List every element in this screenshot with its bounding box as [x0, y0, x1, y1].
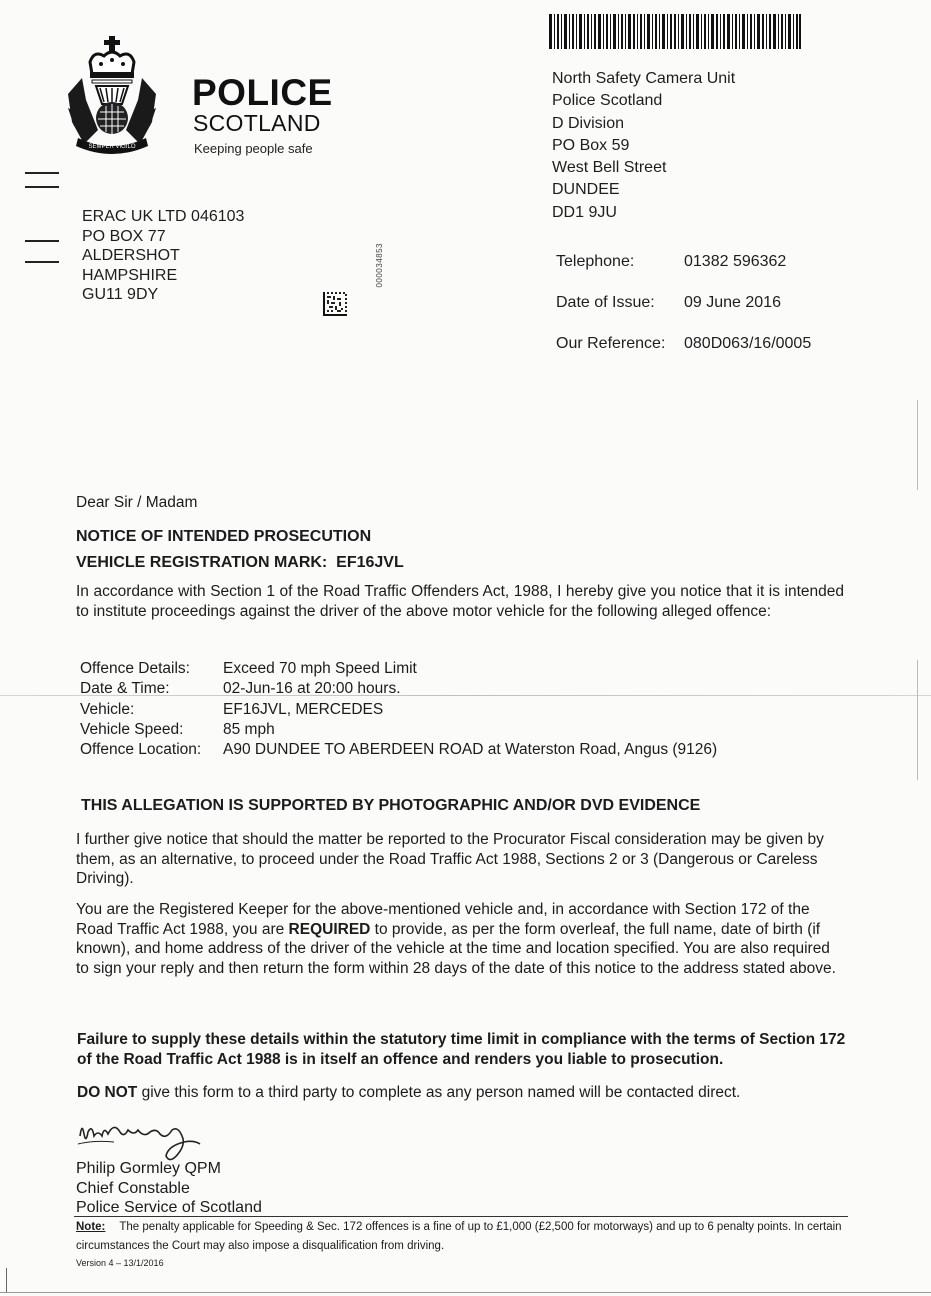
brand-police: POLICE — [192, 72, 333, 113]
divider — [74, 1216, 848, 1217]
keeper-text: to provide, as per the form overleaf, the full name, date of birth (if known), and home address of the driver of the vehicle at the time and location specified. You are also required to sign your reply and then return the form within 28 days of the date of this notice to the address stated above. — [76, 920, 836, 977]
footer-note — [76, 1218, 856, 1256]
sender-address-line: West Bell Street — [552, 159, 667, 177]
recipient-address-line: ALDERSHOT — [82, 247, 180, 264]
fold-mark — [25, 186, 59, 188]
sender-address-line: DUNDEE — [552, 181, 620, 199]
fold-mark — [25, 261, 59, 263]
brand-tagline: Keeping people safe — [194, 141, 313, 156]
failure-warning: Failure to supply these details within the statutory time limit in compliance with the terms of Section 172 of the Road Traffic Act 1988 is in itself an offence and renders you liable to prosecution. — [77, 1031, 846, 1068]
divider — [0, 1292, 931, 1293]
fiscal-paragraph: I further give notice that should the matter be reported to the Procurator Fiscal consideration may be given by them, as an alternative, to proceed under the Road Traffic Act 1988, Sections 2 or 3 (Dangerous or Careless Driving). — [76, 831, 824, 887]
sender-address-line: PO Box 59 — [552, 136, 630, 154]
offence-value: 02-Jun-16 at 20:00 hours. — [223, 680, 401, 698]
fold-mark — [25, 172, 59, 174]
note-text: The penalty applicable for Speeding & Sec. 172 offences is a fine of up to £1,000 (£2,500 for motorways) and up to 6 penalty points. In certain circumstances the Court may also impose a disqualification from driving. — [76, 1221, 842, 1252]
evidence-heading: THIS ALLEGATION IS SUPPORTED BY PHOTOGRAPHIC AND/OR DVD EVIDENCE — [81, 797, 701, 814]
offence-row — [80, 679, 717, 699]
signature-icon — [74, 1114, 214, 1164]
letter-meta — [556, 253, 811, 376]
date-of-issue-value: 09 June 2016 — [684, 294, 781, 311]
recipient-address-line: GU11 9DY — [82, 286, 159, 303]
note-label: Note: — [76, 1221, 106, 1233]
offence-row — [80, 740, 717, 760]
fold-mark — [25, 240, 59, 242]
do-not-emphasis: DO NOT — [77, 1084, 138, 1101]
offence-value: 85 mph — [223, 720, 275, 738]
recipient-address — [82, 207, 244, 305]
sender-address-line: DD1 9JU — [552, 203, 617, 221]
scan-edge-mark — [917, 400, 918, 490]
vrm-value: EF16JVL — [336, 554, 404, 571]
recipient-address-line: PO BOX 77 — [82, 227, 166, 245]
signatory-name: Philip Gormley QPM — [76, 1160, 221, 1177]
keeper-text: You are the Registered Keeper for the above-mentioned vehicle and, in accordance with Section 172 of the Road Traffic Act 1988, you are — [76, 901, 810, 938]
vrm-label: VEHICLE REGISTRATION MARK: — [76, 554, 328, 571]
date-of-issue-row — [556, 294, 811, 335]
intro-paragraph: In accordance with Section 1 of the Road Traffic Offenders Act, 1988, I hereby give you notice that it is intended to institute proceedings against the driver of the above motor vehicle for the following alleged offence: — [76, 583, 844, 620]
telephone-value: 01382 596362 — [684, 253, 787, 270]
brand-scotland: SCOTLAND — [193, 110, 321, 136]
salutation: Dear Sir / Madam — [76, 494, 198, 511]
reference-value: 080D063/16/0005 — [684, 335, 812, 352]
signatory-organisation: Police Service of Scotland — [76, 1199, 262, 1216]
vrm-heading — [76, 553, 844, 573]
offence-value: Exceed 70 mph Speed Limit — [223, 660, 417, 677]
sender-address-line: Police Scotland — [552, 92, 663, 110]
signatory-block — [76, 1159, 262, 1218]
signatory-title: Chief Constable — [76, 1179, 190, 1197]
offence-label: Offence Details: — [80, 660, 190, 677]
notice-heading: NOTICE OF INTENDED PROSECUTION — [76, 528, 372, 545]
sender-address — [552, 68, 735, 224]
version-label: Version 4 – 13/1/2016 — [76, 1258, 164, 1268]
required-emphasis: REQUIRED — [288, 920, 371, 938]
offence-row — [80, 700, 717, 720]
offence-label: Offence Location: — [80, 741, 202, 759]
reference-row — [556, 335, 811, 376]
police-scotland-crest-icon — [64, 34, 160, 156]
svg-text:SEMPER VIGILO: SEMPER VIGILO — [88, 144, 136, 150]
sender-address-line: North Safety Camera Unit — [552, 70, 736, 87]
scan-edge-mark — [6, 1268, 7, 1292]
recipient-address-line: ERAC UK LTD 046103 — [82, 208, 245, 225]
sender-address-line: D Division — [552, 114, 625, 132]
keeper-paragraph — [76, 900, 844, 978]
offence-label: Vehicle Speed: — [80, 720, 184, 738]
telephone-row — [556, 253, 811, 294]
recipient-address-line: HAMPSHIRE — [82, 266, 178, 284]
offence-row — [80, 720, 717, 740]
offence-value: EF16JVL, MERCEDES — [223, 700, 384, 718]
datamatrix-code-icon — [323, 292, 347, 316]
reference-label: Our Reference: — [556, 335, 666, 352]
offence-details-table — [80, 659, 717, 760]
do-not-notice — [77, 1084, 740, 1102]
telephone-label: Telephone: — [556, 253, 635, 270]
offence-label: Vehicle: — [80, 700, 135, 718]
barcode-icon — [549, 14, 801, 49]
offence-row — [80, 659, 717, 679]
scan-edge-mark — [917, 660, 918, 780]
date-of-issue-label: Date of Issue: — [556, 294, 655, 311]
vertical-serial-number: 000034853 — [375, 243, 384, 288]
do-not-text: give this form to a third party to complete as any person named will be contacted direct. — [137, 1084, 741, 1101]
offence-value: A90 DUNDEE TO ABERDEEN ROAD at Waterston Road, Angus (9126) — [223, 741, 718, 759]
offence-label: Date & Time: — [80, 680, 170, 698]
